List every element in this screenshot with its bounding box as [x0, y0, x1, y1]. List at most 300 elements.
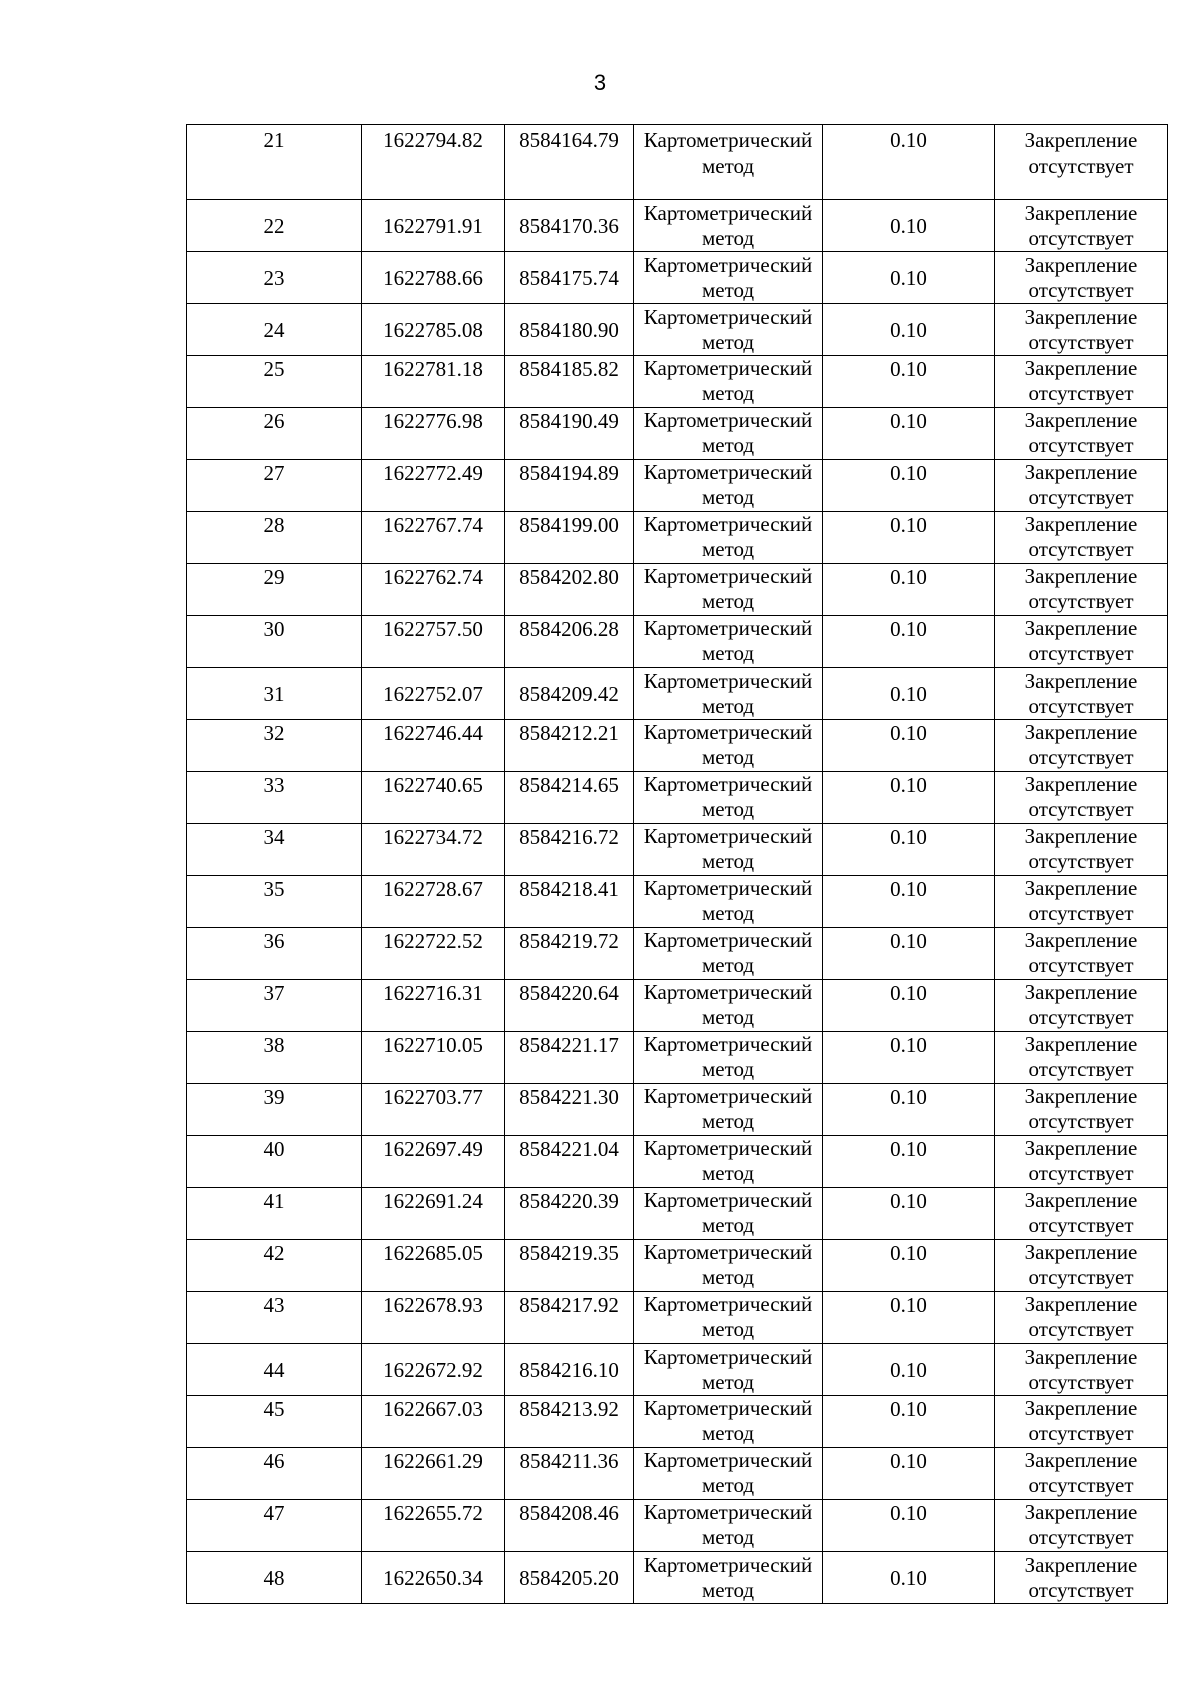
- point-number-cell: 45: [187, 1396, 362, 1448]
- method-cell: [634, 1500, 823, 1552]
- y-coordinate-cell: 8584220.39: [505, 1188, 634, 1240]
- fixing-text-line: Закрепление: [1024, 824, 1138, 848]
- fixing-text-line: отсутствует: [1028, 1577, 1134, 1602]
- table-row: [187, 1136, 1168, 1188]
- y-coordinate-cell: 8584211.36: [505, 1448, 634, 1500]
- method-text-line: Картометрический: [643, 252, 813, 277]
- table-row: [187, 512, 1168, 564]
- fixing-text-line: Закрепление: [1024, 1500, 1138, 1524]
- point-number-cell: 41: [187, 1188, 362, 1240]
- fixing-text-line: отсутствует: [1028, 745, 1134, 769]
- table-row: [187, 1188, 1168, 1240]
- table-row: [187, 408, 1168, 460]
- point-number-cell: 21: [187, 125, 362, 200]
- fixing-text-line: отсутствует: [1028, 1369, 1134, 1394]
- fixing-text-line: отсутствует: [1028, 537, 1134, 561]
- y-coordinate-cell: 8584170.36: [505, 200, 634, 252]
- method-text-line: метод: [701, 1057, 755, 1081]
- fixing-text-line: отсутствует: [1028, 277, 1134, 302]
- table-row: [187, 668, 1168, 720]
- method-cell: [634, 720, 823, 772]
- accuracy-cell: 0.10: [823, 980, 995, 1032]
- method-text-line: Картометрический: [643, 1344, 813, 1369]
- method-text-line: Картометрический: [643, 668, 813, 693]
- y-coordinate-cell: 8584199.00: [505, 512, 634, 564]
- table-row: [187, 200, 1168, 252]
- accuracy-cell: 0.10: [823, 252, 995, 304]
- point-number-cell: 30: [187, 616, 362, 668]
- point-number-cell: 40: [187, 1136, 362, 1188]
- method-text-line: метод: [701, 381, 755, 405]
- method-cell: [634, 512, 823, 564]
- method-text-line: метод: [701, 849, 755, 873]
- method-text-line: Картометрический: [643, 824, 813, 848]
- fixing-text-line: отсутствует: [1028, 1109, 1134, 1133]
- method-cell: [634, 1136, 823, 1188]
- fixing-text-line: отсутствует: [1028, 1317, 1134, 1341]
- x-coordinate-cell: 1622788.66: [362, 252, 505, 304]
- y-coordinate-cell: 8584202.80: [505, 564, 634, 616]
- table-row: [187, 1396, 1168, 1448]
- fixing-text-line: Закрепление: [1024, 876, 1138, 900]
- fixing-text-line: Закрепление: [1024, 1292, 1138, 1316]
- table-row: [187, 1344, 1168, 1396]
- y-coordinate-cell: 8584180.90: [505, 304, 634, 356]
- method-cell: [634, 304, 823, 356]
- y-coordinate-cell: 8584218.41: [505, 876, 634, 928]
- x-coordinate-cell: 1622697.49: [362, 1136, 505, 1188]
- method-cell: [634, 616, 823, 668]
- table-row: [187, 720, 1168, 772]
- fixing-cell: [995, 1448, 1168, 1500]
- fixing-text-line: отсутствует: [1028, 485, 1134, 509]
- fixing-text-line: отсутствует: [1028, 1265, 1134, 1289]
- accuracy-cell: 0.10: [823, 200, 995, 252]
- y-coordinate-cell: 8584219.72: [505, 928, 634, 980]
- point-number-cell: 47: [187, 1500, 362, 1552]
- y-coordinate-cell: 8584175.74: [505, 252, 634, 304]
- accuracy-cell: 0.10: [823, 876, 995, 928]
- fixing-cell: [995, 304, 1168, 356]
- method-text-line: метод: [701, 1005, 755, 1029]
- method-cell: [634, 564, 823, 616]
- method-cell: [634, 1292, 823, 1344]
- accuracy-cell: 0.10: [823, 460, 995, 512]
- fixing-cell: [995, 356, 1168, 408]
- x-coordinate-cell: 1622685.05: [362, 1240, 505, 1292]
- x-coordinate-cell: 1622757.50: [362, 616, 505, 668]
- method-text-line: метод: [701, 1265, 755, 1289]
- table-row: [187, 356, 1168, 408]
- method-text-line: Картометрический: [643, 512, 813, 536]
- fixing-text-line: отсутствует: [1028, 1473, 1134, 1497]
- accuracy-cell: 0.10: [823, 125, 995, 200]
- fixing-text-line: отсутствует: [1028, 329, 1134, 354]
- x-coordinate-cell: 1622728.67: [362, 876, 505, 928]
- fixing-text-line: отсутствует: [1028, 433, 1134, 457]
- fixing-text-line: Закрепление: [1024, 460, 1138, 484]
- fixing-text-line: Закрепление: [1024, 1136, 1138, 1160]
- y-coordinate-cell: 8584208.46: [505, 1500, 634, 1552]
- x-coordinate-cell: 1622655.72: [362, 1500, 505, 1552]
- y-coordinate-cell: 8584206.28: [505, 616, 634, 668]
- fixing-text-line: Закрепление: [1024, 252, 1138, 277]
- x-coordinate-cell: 1622672.92: [362, 1344, 505, 1396]
- method-cell: [634, 252, 823, 304]
- accuracy-cell: 0.10: [823, 928, 995, 980]
- method-text-line: метод: [701, 537, 755, 561]
- coordinates-table-body: [187, 125, 1168, 1604]
- method-text-line: Картометрический: [643, 460, 813, 484]
- fixing-text-line: отсутствует: [1028, 1525, 1134, 1549]
- method-text-line: метод: [701, 693, 755, 718]
- fixing-text-line: отсутствует: [1028, 1057, 1134, 1081]
- x-coordinate-cell: 1622776.98: [362, 408, 505, 460]
- method-text-line: метод: [701, 1109, 755, 1133]
- fixing-text-line: отсутствует: [1028, 589, 1134, 613]
- method-text-line: метод: [701, 329, 755, 354]
- accuracy-cell: 0.10: [823, 1396, 995, 1448]
- fixing-text-line: Закрепление: [1024, 304, 1138, 329]
- y-coordinate-cell: 8584212.21: [505, 720, 634, 772]
- method-text-line: Картометрический: [643, 1552, 813, 1577]
- point-number-cell: 25: [187, 356, 362, 408]
- fixing-text-line: Закрепление: [1024, 200, 1138, 225]
- point-number-cell: 46: [187, 1448, 362, 1500]
- y-coordinate-cell: 8584205.20: [505, 1552, 634, 1604]
- method-text-line: Картометрический: [643, 128, 813, 152]
- table-row: [187, 1448, 1168, 1500]
- fixing-text-line: Закрепление: [1024, 408, 1138, 432]
- method-cell: [634, 1084, 823, 1136]
- method-text-line: метод: [701, 1525, 755, 1549]
- method-text-line: Картометрический: [643, 408, 813, 432]
- method-cell: [634, 200, 823, 252]
- method-cell: [634, 824, 823, 876]
- table-row: [187, 928, 1168, 980]
- table-row: [187, 252, 1168, 304]
- x-coordinate-cell: 1622691.24: [362, 1188, 505, 1240]
- method-cell: [634, 928, 823, 980]
- method-cell: [634, 356, 823, 408]
- table-row: [187, 1552, 1168, 1604]
- accuracy-cell: 0.10: [823, 616, 995, 668]
- x-coordinate-cell: 1622710.05: [362, 1032, 505, 1084]
- table-row: [187, 304, 1168, 356]
- fixing-cell: [995, 1032, 1168, 1084]
- method-text-line: метод: [701, 433, 755, 457]
- method-text-line: метод: [701, 485, 755, 509]
- point-number-cell: 43: [187, 1292, 362, 1344]
- method-text-line: Картометрический: [643, 980, 813, 1004]
- fixing-text-line: Закрепление: [1024, 1084, 1138, 1108]
- fixing-cell: [995, 616, 1168, 668]
- method-cell: [634, 408, 823, 460]
- method-text-line: Картометрический: [643, 200, 813, 225]
- method-text-line: метод: [701, 1213, 755, 1237]
- point-number-cell: 33: [187, 772, 362, 824]
- method-text-line: метод: [701, 589, 755, 613]
- fixing-text-line: отсутствует: [1028, 154, 1134, 178]
- point-number-cell: 48: [187, 1552, 362, 1604]
- accuracy-cell: 0.10: [823, 512, 995, 564]
- method-text-line: Картометрический: [643, 1292, 813, 1316]
- x-coordinate-cell: 1622703.77: [362, 1084, 505, 1136]
- table-row: [187, 125, 1168, 200]
- fixing-cell: [995, 125, 1168, 200]
- fixing-text-line: Закрепление: [1024, 512, 1138, 536]
- method-cell: [634, 460, 823, 512]
- y-coordinate-cell: 8584221.30: [505, 1084, 634, 1136]
- point-number-cell: 37: [187, 980, 362, 1032]
- method-cell: [634, 668, 823, 720]
- fixing-text-line: Закрепление: [1024, 616, 1138, 640]
- x-coordinate-cell: 1622781.18: [362, 356, 505, 408]
- method-cell: [634, 980, 823, 1032]
- method-text-line: Картометрический: [643, 356, 813, 380]
- y-coordinate-cell: 8584221.04: [505, 1136, 634, 1188]
- method-text-line: Картометрический: [643, 1136, 813, 1160]
- table-row: [187, 980, 1168, 1032]
- fixing-cell: [995, 252, 1168, 304]
- method-text-line: Картометрический: [643, 564, 813, 588]
- method-cell: [634, 1032, 823, 1084]
- x-coordinate-cell: 1622667.03: [362, 1396, 505, 1448]
- accuracy-cell: 0.10: [823, 668, 995, 720]
- point-number-cell: 22: [187, 200, 362, 252]
- fixing-cell: [995, 980, 1168, 1032]
- fixing-text-line: отсутствует: [1028, 1005, 1134, 1029]
- fixing-text-line: Закрепление: [1024, 1188, 1138, 1212]
- fixing-text-line: отсутствует: [1028, 953, 1134, 977]
- method-cell: [634, 125, 823, 200]
- y-coordinate-cell: 8584164.79: [505, 125, 634, 200]
- method-text-line: метод: [701, 641, 755, 665]
- method-text-line: Картометрический: [643, 1396, 813, 1420]
- fixing-text-line: отсутствует: [1028, 1421, 1134, 1445]
- fixing-text-line: Закрепление: [1024, 980, 1138, 1004]
- method-text-line: метод: [701, 1317, 755, 1341]
- x-coordinate-cell: 1622740.65: [362, 772, 505, 824]
- accuracy-cell: 0.10: [823, 1032, 995, 1084]
- method-text-line: Картометрический: [643, 304, 813, 329]
- fixing-text-line: Закрепление: [1024, 564, 1138, 588]
- accuracy-cell: 0.10: [823, 1188, 995, 1240]
- table-row: [187, 1032, 1168, 1084]
- x-coordinate-cell: 1622791.91: [362, 200, 505, 252]
- accuracy-cell: 0.10: [823, 1500, 995, 1552]
- method-text-line: метод: [701, 154, 755, 178]
- fixing-text-line: отсутствует: [1028, 693, 1134, 718]
- y-coordinate-cell: 8584185.82: [505, 356, 634, 408]
- method-text-line: метод: [701, 1369, 755, 1394]
- accuracy-cell: 0.10: [823, 720, 995, 772]
- accuracy-cell: 0.10: [823, 1448, 995, 1500]
- fixing-text-line: отсутствует: [1028, 641, 1134, 665]
- fixing-text-line: отсутствует: [1028, 1161, 1134, 1185]
- fixing-cell: [995, 720, 1168, 772]
- accuracy-cell: 0.10: [823, 824, 995, 876]
- fixing-text-line: Закрепление: [1024, 1448, 1138, 1472]
- x-coordinate-cell: 1622752.07: [362, 668, 505, 720]
- fixing-text-line: отсутствует: [1028, 381, 1134, 405]
- y-coordinate-cell: 8584219.35: [505, 1240, 634, 1292]
- fixing-text-line: отсутствует: [1028, 225, 1134, 250]
- page-number: 3: [593, 70, 607, 95]
- point-number-cell: 44: [187, 1344, 362, 1396]
- fixing-cell: [995, 1240, 1168, 1292]
- x-coordinate-cell: 1622661.29: [362, 1448, 505, 1500]
- table-row: [187, 1084, 1168, 1136]
- point-number-cell: 35: [187, 876, 362, 928]
- x-coordinate-cell: 1622716.31: [362, 980, 505, 1032]
- accuracy-cell: 0.10: [823, 1084, 995, 1136]
- method-text-line: Картометрический: [643, 616, 813, 640]
- fixing-cell: [995, 824, 1168, 876]
- y-coordinate-cell: 8584214.65: [505, 772, 634, 824]
- fixing-text-line: отсутствует: [1028, 901, 1134, 925]
- method-cell: [634, 1344, 823, 1396]
- fixing-text-line: отсутствует: [1028, 849, 1134, 873]
- table-row: [187, 772, 1168, 824]
- fixing-text-line: отсутствует: [1028, 797, 1134, 821]
- y-coordinate-cell: 8584194.89: [505, 460, 634, 512]
- method-text-line: Картометрический: [643, 1500, 813, 1524]
- y-coordinate-cell: 8584221.17: [505, 1032, 634, 1084]
- fixing-cell: [995, 668, 1168, 720]
- x-coordinate-cell: 1622767.74: [362, 512, 505, 564]
- fixing-cell: [995, 928, 1168, 980]
- fixing-text-line: Закрепление: [1024, 1032, 1138, 1056]
- method-text-line: Картометрический: [643, 1448, 813, 1472]
- method-text-line: метод: [701, 225, 755, 250]
- fixing-text-line: отсутствует: [1028, 1213, 1134, 1237]
- y-coordinate-cell: 8584220.64: [505, 980, 634, 1032]
- fixing-cell: [995, 1500, 1168, 1552]
- accuracy-cell: 0.10: [823, 1552, 995, 1604]
- point-number-cell: 36: [187, 928, 362, 980]
- point-number-cell: 32: [187, 720, 362, 772]
- point-number-cell: 38: [187, 1032, 362, 1084]
- fixing-text-line: Закрепление: [1024, 720, 1138, 744]
- point-number-cell: 28: [187, 512, 362, 564]
- method-text-line: метод: [701, 745, 755, 769]
- accuracy-cell: 0.10: [823, 408, 995, 460]
- fixing-text-line: Закрепление: [1024, 928, 1138, 952]
- point-number-cell: 26: [187, 408, 362, 460]
- x-coordinate-cell: 1622722.52: [362, 928, 505, 980]
- x-coordinate-cell: 1622772.49: [362, 460, 505, 512]
- method-text-line: Картометрический: [643, 772, 813, 796]
- method-text-line: метод: [701, 1421, 755, 1445]
- y-coordinate-cell: 8584216.72: [505, 824, 634, 876]
- fixing-text-line: Закрепление: [1024, 1552, 1138, 1577]
- fixing-cell: [995, 1344, 1168, 1396]
- point-number-cell: 24: [187, 304, 362, 356]
- table-row: [187, 1240, 1168, 1292]
- fixing-cell: [995, 1084, 1168, 1136]
- method-text-line: Картометрический: [643, 1084, 813, 1108]
- y-coordinate-cell: 8584217.92: [505, 1292, 634, 1344]
- method-text-line: Картометрический: [643, 1240, 813, 1264]
- x-coordinate-cell: 1622734.72: [362, 824, 505, 876]
- fixing-cell: [995, 1188, 1168, 1240]
- point-number-cell: 27: [187, 460, 362, 512]
- method-text-line: Картометрический: [643, 720, 813, 744]
- fixing-text-line: Закрепление: [1024, 1396, 1138, 1420]
- method-text-line: метод: [701, 1161, 755, 1185]
- fixing-text-line: Закрепление: [1024, 128, 1138, 152]
- method-cell: [634, 1448, 823, 1500]
- x-coordinate-cell: 1622678.93: [362, 1292, 505, 1344]
- method-cell: [634, 1552, 823, 1604]
- x-coordinate-cell: 1622794.82: [362, 125, 505, 200]
- fixing-cell: [995, 1136, 1168, 1188]
- method-text-line: метод: [701, 901, 755, 925]
- method-cell: [634, 1396, 823, 1448]
- accuracy-cell: 0.10: [823, 304, 995, 356]
- y-coordinate-cell: 8584216.10: [505, 1344, 634, 1396]
- accuracy-cell: 0.10: [823, 1292, 995, 1344]
- table-row: [187, 824, 1168, 876]
- table-row: [187, 564, 1168, 616]
- x-coordinate-cell: 1622650.34: [362, 1552, 505, 1604]
- fixing-text-line: Закрепление: [1024, 1240, 1138, 1264]
- accuracy-cell: 0.10: [823, 1136, 995, 1188]
- point-number-cell: 31: [187, 668, 362, 720]
- fixing-text-line: Закрепление: [1024, 1344, 1138, 1369]
- method-text-line: Картометрический: [643, 928, 813, 952]
- fixing-cell: [995, 876, 1168, 928]
- x-coordinate-cell: 1622762.74: [362, 564, 505, 616]
- y-coordinate-cell: 8584213.92: [505, 1396, 634, 1448]
- accuracy-cell: 0.10: [823, 772, 995, 824]
- method-cell: [634, 772, 823, 824]
- method-text-line: Картометрический: [643, 1188, 813, 1212]
- table-row: [187, 1292, 1168, 1344]
- fixing-text-line: Закрепление: [1024, 668, 1138, 693]
- point-number-cell: 42: [187, 1240, 362, 1292]
- accuracy-cell: 0.10: [823, 1240, 995, 1292]
- fixing-cell: [995, 1292, 1168, 1344]
- x-coordinate-cell: 1622746.44: [362, 720, 505, 772]
- fixing-cell: [995, 564, 1168, 616]
- table-row: [187, 876, 1168, 928]
- accuracy-cell: 0.10: [823, 564, 995, 616]
- fixing-cell: [995, 512, 1168, 564]
- fixing-text-line: Закрепление: [1024, 356, 1138, 380]
- method-text-line: метод: [701, 277, 755, 302]
- method-text-line: Картометрический: [643, 1032, 813, 1056]
- method-text-line: метод: [701, 953, 755, 977]
- method-text-line: метод: [701, 1473, 755, 1497]
- point-number-cell: 29: [187, 564, 362, 616]
- point-number-cell: 34: [187, 824, 362, 876]
- method-text-line: Картометрический: [643, 876, 813, 900]
- method-cell: [634, 1188, 823, 1240]
- point-number-cell: 23: [187, 252, 362, 304]
- accuracy-cell: 0.10: [823, 1344, 995, 1396]
- method-cell: [634, 876, 823, 928]
- fixing-cell: [995, 200, 1168, 252]
- x-coordinate-cell: 1622785.08: [362, 304, 505, 356]
- fixing-cell: [995, 408, 1168, 460]
- table-row: [187, 616, 1168, 668]
- table-row: [187, 1500, 1168, 1552]
- accuracy-cell: 0.10: [823, 356, 995, 408]
- fixing-cell: [995, 460, 1168, 512]
- fixing-cell: [995, 1552, 1168, 1604]
